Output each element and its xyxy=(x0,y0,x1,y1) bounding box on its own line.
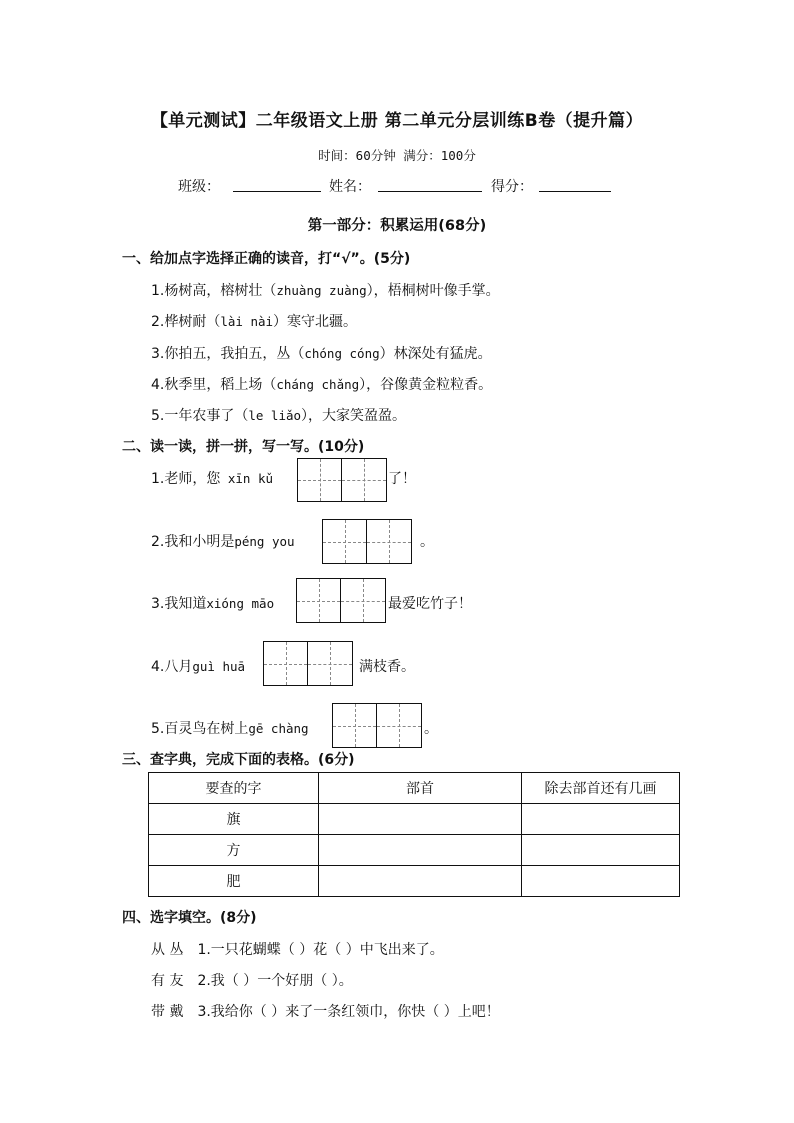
column-header: 部首 xyxy=(319,773,522,804)
choice-characters: 有 友 xyxy=(151,973,184,989)
pinyin-options: le liǎo xyxy=(248,408,302,423)
table-header-row xyxy=(149,773,680,804)
pinyin-word: xióng māo xyxy=(206,596,275,611)
character-cell: 方 xyxy=(149,835,319,866)
question-suffix: 。 xyxy=(424,721,438,737)
section-title: 三、查字典，完成下面的表格。(6分) xyxy=(122,752,355,768)
writing-grid[interactable] xyxy=(332,703,422,748)
strokes-cell[interactable] xyxy=(522,835,680,866)
name-label: 姓名： xyxy=(329,179,371,195)
pinyin-options: chóng cóng xyxy=(304,346,380,361)
question-item: 2.我和小明是péng you xyxy=(151,534,295,550)
radical-cell[interactable] xyxy=(319,835,522,866)
pinyin-word: guì huā xyxy=(192,659,246,674)
page-title: 【单元测试】二年级语文上册 第二单元分层训练B卷（提升篇） xyxy=(150,111,644,131)
choice-characters: 从 丛 xyxy=(151,942,184,958)
strokes-cell[interactable] xyxy=(522,804,680,835)
dictionary-table xyxy=(148,772,680,897)
score-blank[interactable] xyxy=(539,177,611,192)
choice-item xyxy=(151,1001,500,1021)
question-item: 1.杨树高，榕树壮（zhuàng zuàng），梧桐树叶像手掌。 xyxy=(151,283,500,299)
radical-cell[interactable] xyxy=(319,804,522,835)
section-title: 一、给加点字选择正确的读音，打“√”。(5分) xyxy=(122,251,411,267)
column-header: 除去部首还有几画 xyxy=(522,773,680,804)
section-title: 四、选字填空。(8分) xyxy=(122,910,257,926)
radical-cell[interactable] xyxy=(319,866,522,897)
pinyin-options: cháng chǎng xyxy=(276,377,360,392)
question-suffix: 满枝香。 xyxy=(359,659,415,675)
choice-sentence: 1.一只花蝴蝶（ ）花（ ）中飞出来了。 xyxy=(197,942,444,958)
choice-sentence: 2.我（ ）一个好朋（ ）。 xyxy=(197,973,353,989)
table-row xyxy=(149,866,680,897)
question-item: 2.桦树耐（lài nài）寒守北疆。 xyxy=(151,314,358,330)
pinyin-word: xīn kǔ xyxy=(220,471,274,486)
question-item: 1.老师，您 xīn kǔ xyxy=(151,471,274,487)
score-label: 得分： xyxy=(491,179,533,195)
question-item: 4.秋季里，稻上场（cháng chǎng），谷像黄金粒粒香。 xyxy=(151,377,493,393)
name-blank[interactable] xyxy=(378,177,482,192)
choice-item xyxy=(151,939,444,959)
question-item: 3.我知道xióng māo xyxy=(151,596,275,612)
table-row xyxy=(149,804,680,835)
question-suffix: 。 xyxy=(420,534,434,550)
character-cell: 肥 xyxy=(149,866,319,897)
table-row xyxy=(149,835,680,866)
class-label: 班级： xyxy=(178,179,220,195)
strokes-cell[interactable] xyxy=(522,866,680,897)
class-blank[interactable] xyxy=(233,177,321,192)
question-suffix: 最爱吃竹子！ xyxy=(388,596,472,612)
section-title: 二、读一读，拼一拼，写一写。(10分) xyxy=(122,439,365,455)
character-cell: 旗 xyxy=(149,804,319,835)
writing-grid[interactable] xyxy=(322,519,412,564)
time-score-info: 时间：60分钟 满分：100分 xyxy=(318,148,476,163)
pinyin-word: péng you xyxy=(234,534,295,549)
column-header: 要查的字 xyxy=(149,773,319,804)
pinyin-word: gē chàng xyxy=(248,721,309,736)
part-title: 第一部分：积累运用(68分) xyxy=(307,218,487,234)
choice-sentence: 3.我给你（ ）来了一条红领巾，你快（ ）上吧！ xyxy=(197,1004,500,1020)
writing-grid[interactable] xyxy=(297,458,387,502)
choice-characters: 带 戴 xyxy=(151,1004,184,1020)
question-item: 4.八月guì huā xyxy=(151,659,246,675)
question-suffix: 了！ xyxy=(388,471,416,487)
pinyin-options: lài nài xyxy=(220,314,274,329)
writing-grid[interactable] xyxy=(296,578,386,623)
question-item: 5.一年农事了（le liǎo），大家笑盈盈。 xyxy=(151,408,407,424)
pinyin-options: zhuàng zuàng xyxy=(276,283,367,298)
question-item: 5.百灵鸟在树上gē chàng xyxy=(151,721,309,737)
choice-item xyxy=(151,970,353,990)
question-item: 3.你拍五，我拍五，丛（chóng cóng）林深处有猛虎。 xyxy=(151,346,492,362)
writing-grid[interactable] xyxy=(263,641,353,686)
